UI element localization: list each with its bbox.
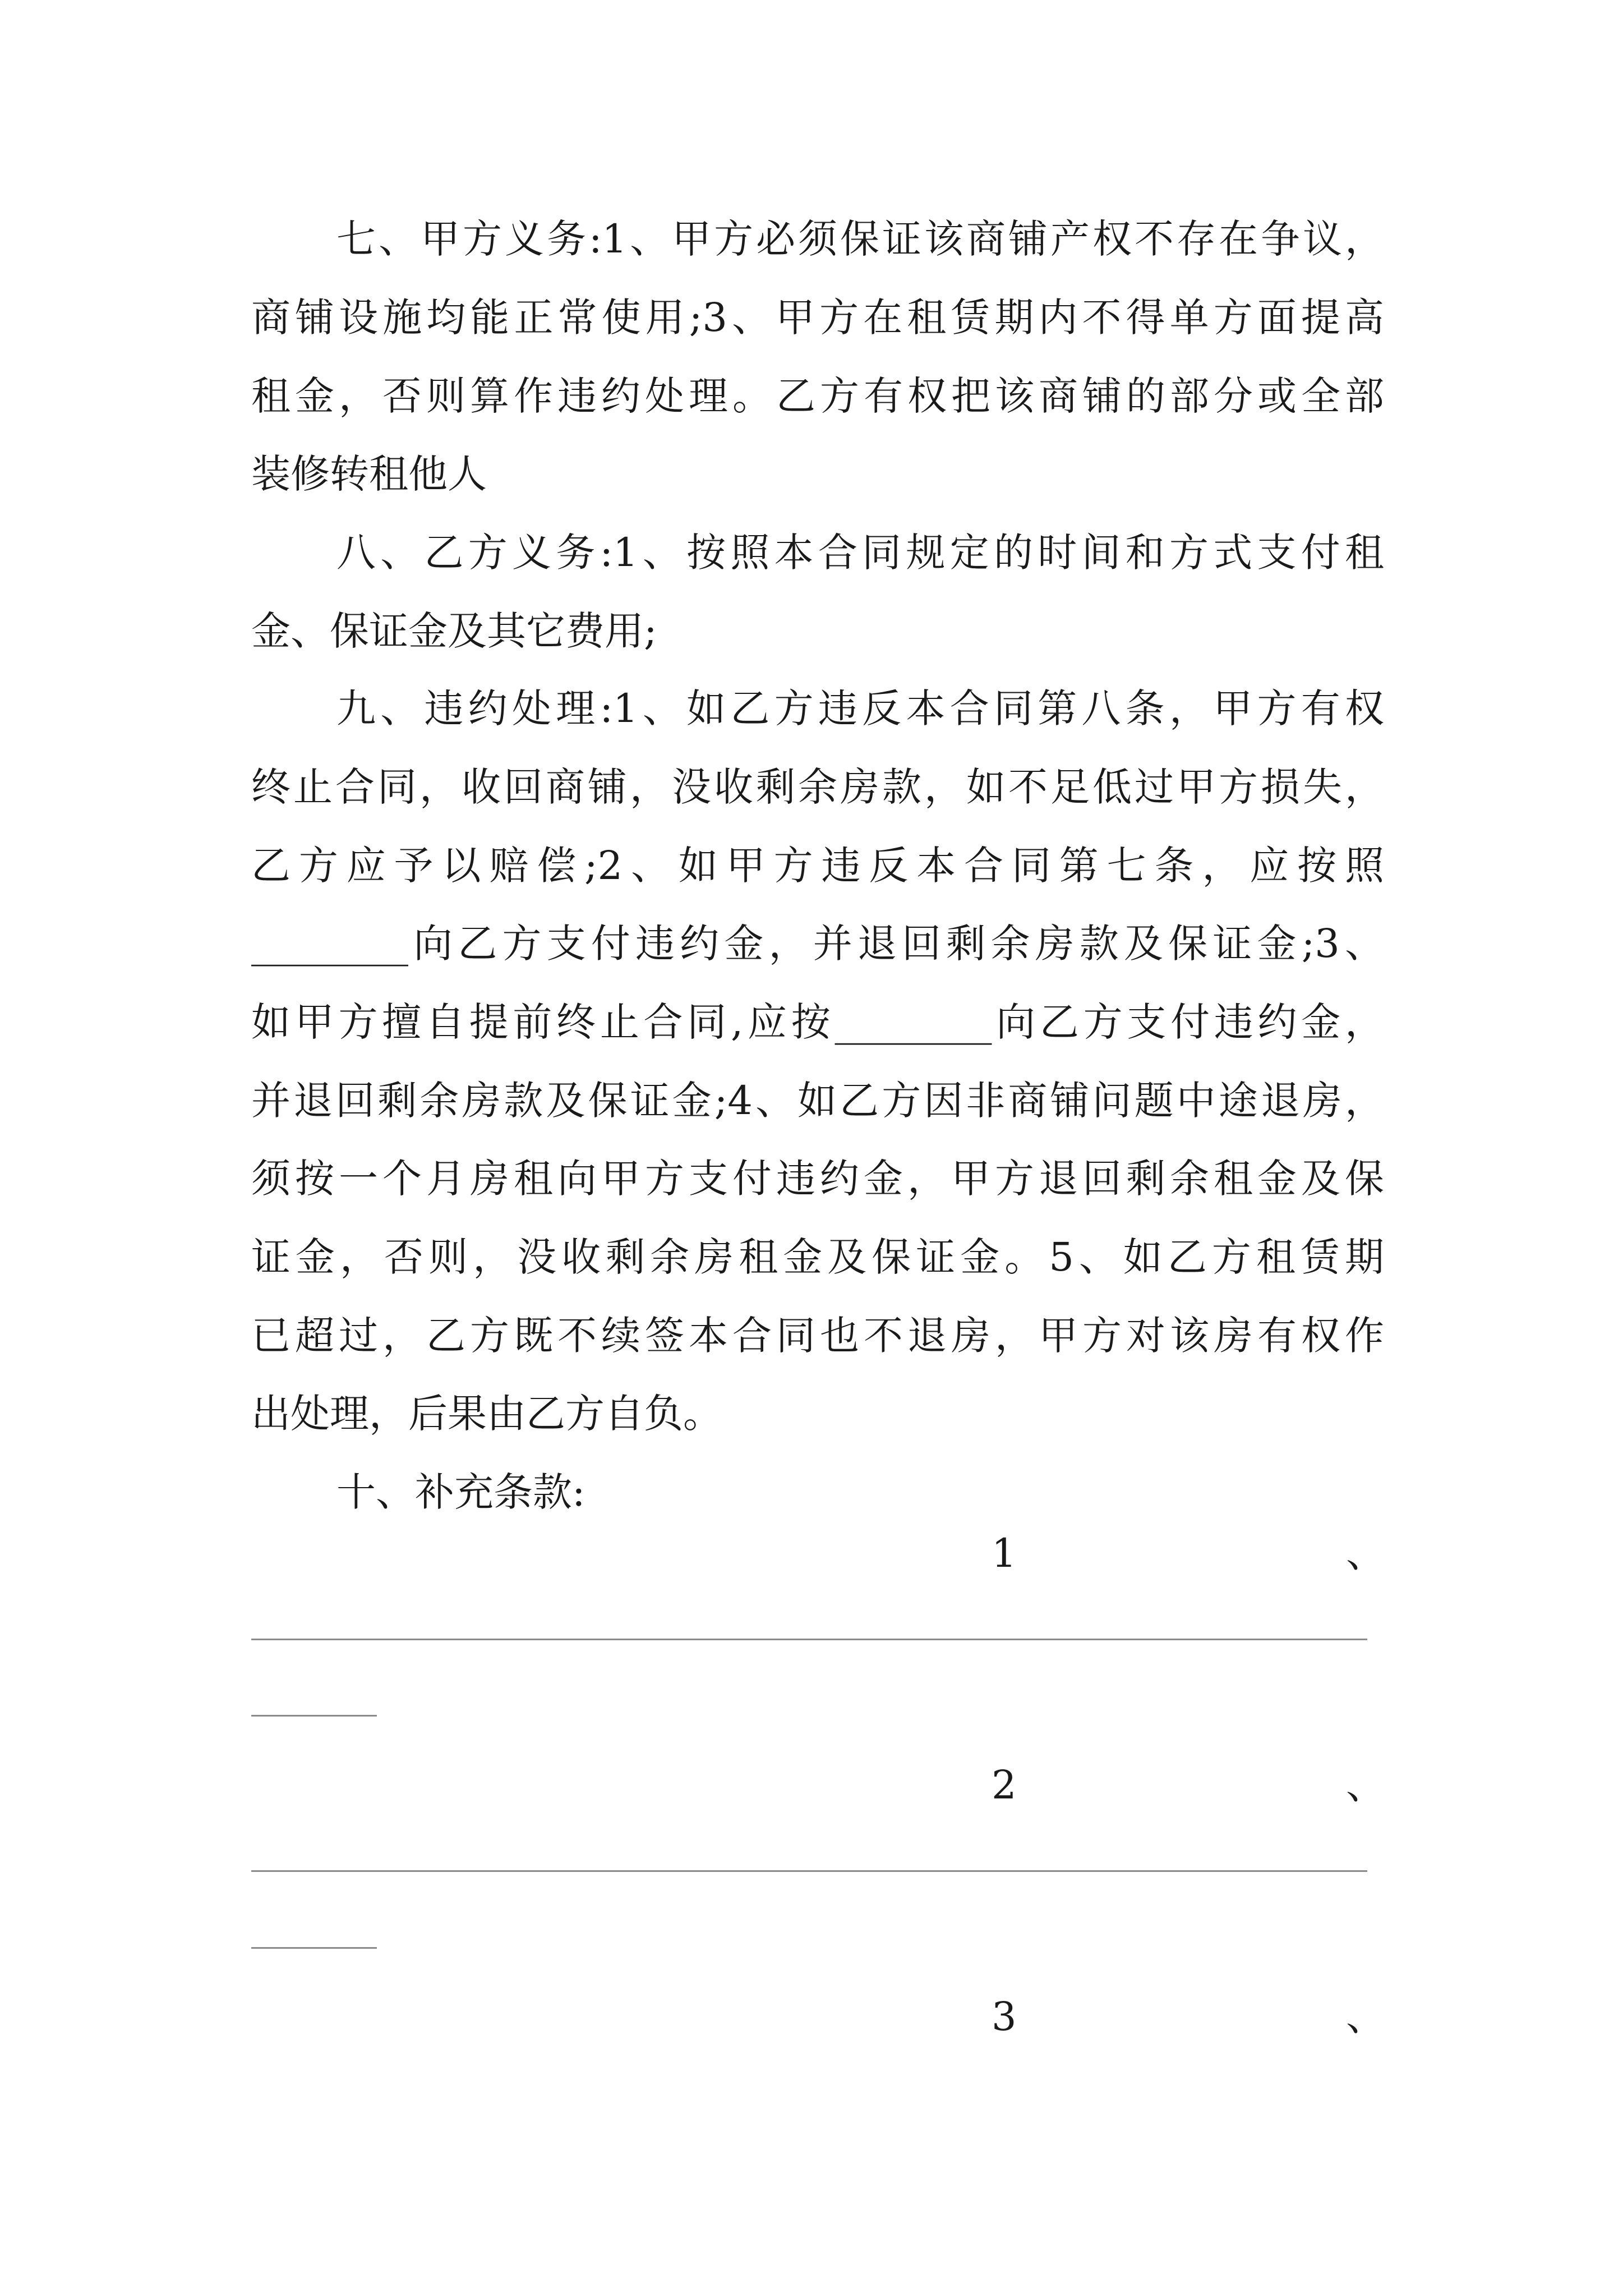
section9-line2: 终止合同，收回商铺，没收剩余房款，如不足低过甲方损失，	[251, 764, 1384, 810]
section9-line6: 并退回剩余房款及保证金;4、如乙方因非商铺问题中途退房，	[251, 1078, 1384, 1124]
supplement-item-3-number: 3	[992, 1994, 1017, 2040]
section9-line5	[251, 991, 1384, 1053]
section9-line9: 已超过，乙方既不续签本合同也不退房，甲方对该房有权作	[251, 1313, 1384, 1359]
section9-line4	[251, 913, 1384, 974]
section7-line3: 租金，否则算作违约处理。乙方有权把该商铺的部分或全部	[251, 373, 1384, 419]
supplement-item-3-separator: 、	[1346, 1994, 1385, 2040]
supplement-item-2-fill-line-short	[251, 1947, 377, 1949]
section9-line7: 须按一个月房租向甲方支付违约金，甲方退回剩余租金及保	[251, 1156, 1384, 1202]
section8-line1: 八、乙方义务:1、按照本合同规定的时间和方式支付租	[336, 530, 1384, 576]
section9-line1: 九、违约处理:1、如乙方违反本合同第八条，甲方有权	[336, 685, 1384, 731]
penalty-blank-1: ________	[251, 921, 408, 967]
supplement-item-1-number: 1	[992, 1530, 1017, 1576]
penalty-blank-2: ________	[834, 999, 992, 1045]
supplement-item-1-fill-line-short	[251, 1715, 377, 1717]
supplement-item-2-number: 2	[992, 1762, 1017, 1808]
section9-line10: 出处理，后果由乙方自负。	[251, 1391, 722, 1437]
section8-line2: 金、保证金及其它费用;	[251, 608, 657, 654]
section7-line1: 七、甲方义务:1、甲方必须保证该商铺产权不存在争议，	[336, 216, 1384, 262]
supplement-item-2-fill-line	[251, 1870, 1367, 1872]
supplement-item-1-separator: 、	[1346, 1530, 1385, 1576]
section10-title: 十、补充条款:	[336, 1469, 585, 1515]
section9-line4-text: 向乙方支付违约金，并退回剩余房款及保证金;3、	[408, 921, 1384, 967]
section9-line5-text-a: 如甲方擅自提前终止合同,应按	[251, 999, 835, 1045]
section9-line8: 证金，否则，没收剩余房租金及保证金。5、如乙方租赁期	[251, 1234, 1384, 1280]
section9-line3: 乙方应予以赔偿;2、如甲方违反本合同第七条，应按照	[251, 843, 1384, 889]
section7-line4: 装修转租他人	[251, 451, 487, 497]
supplement-item-1-fill-line	[251, 1639, 1367, 1640]
section9-line5-text-b: 向乙方支付违约金，	[992, 999, 1384, 1045]
section7-line2: 商铺设施均能正常使用;3、甲方在租赁期内不得单方面提高	[251, 295, 1384, 341]
supplement-item-2-separator: 、	[1346, 1762, 1385, 1808]
